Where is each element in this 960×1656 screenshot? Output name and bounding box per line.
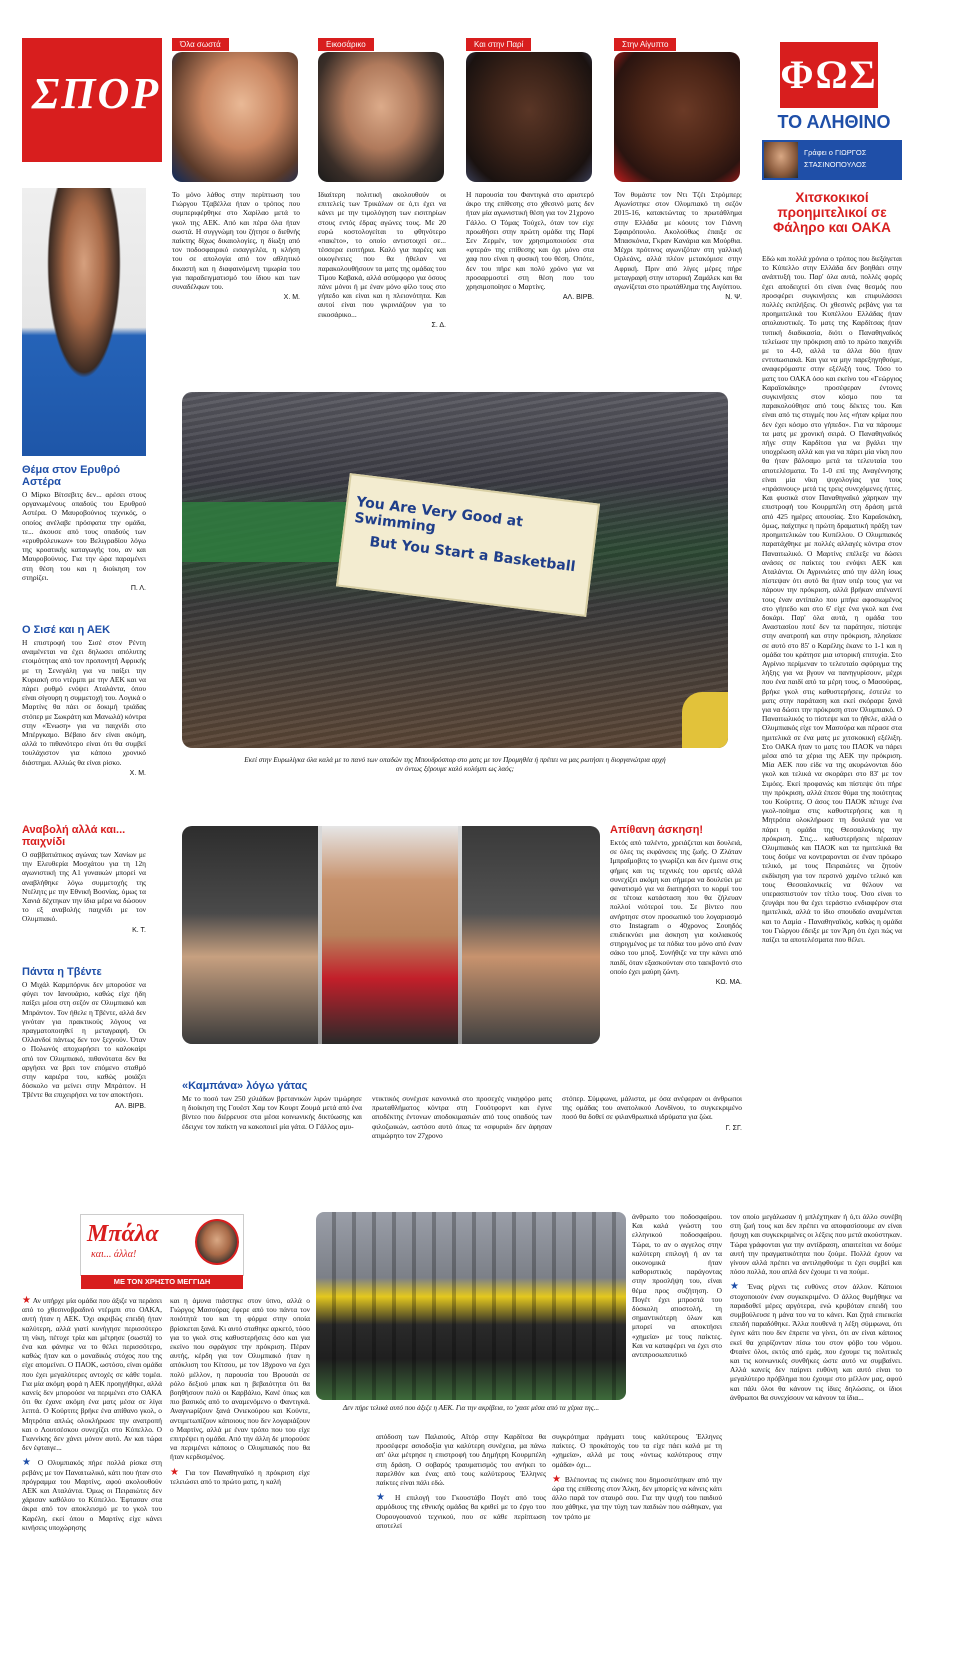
mpala-col-2 [170,1296,310,1486]
gym-story [610,824,742,986]
kampana-story [182,1080,742,1140]
column-text: Η παρουσία του Φαντιγκά στο αριστερό άκρο της επίθεσης στο χθεσινό ματς δεν ήταν μία αγωνιστική θέση για τον 21χρονο Γάλλο. Ο Τόμας Τούχελ, όταν τον είχε προωθήσει στην πρώτη ομάδα της Παρί Σεν Ζερμέν, τον χρησιμοποιούσε στα «φτερά» της επίθεσης και όχι μόνο στα χαφ που είναι η φυσική του θέση. Οπότε, δεν του πήρε και πολύ χρόνο για να προσαρμοστεί στη θέση που του χρησιμοποίησε ο Μαρτίνς. [466,190,594,292]
portrait-photo [614,52,740,182]
mpala-col-1 [22,1296,162,1532]
yellow-fan [682,692,728,748]
top-column-3 [466,190,594,301]
mpala-col1-text: Αν υπήρχε μία ομάδα που άξιζε να περάσει από το χθεσινοβραδινό ντέρμπι στο ΟΑΚΑ, αυτή ήταν η ΑΕΚ. Όχι ακριβώς επειδή ήταν καλύτερη, αλλά γιατί κυνήγησε περισσότερο τη νίκη, πέτυχε τρία και μέτρησε (σωστά) το ένα και φάνηκε να το θέλει περισσότερο, καθώς ήταν και ο μοναδικός στόχος που της είχε απομείνει. Ο ΠΑΟΚ, ωστόσο, είναι ομάδα που έχει μεγαλύτερες αντοχές σε κάθε τομέα. Για μία ακόμη φορά η ΑΕΚ προηγήθηκε, αλλά κανείς δεν μπορούσε να περιμένει στο ΟΑΚΑ ότι θα έχανε ακόμη ένα ματς μέσα σε λίγα λεπτά. Ο Κούρτιτς βρήκε ένα απίθανο γκολ, ο Μητρόπα απλώς ολοκλήρωσε την ανατροπή και ο Λουτσέσκου συνεχίζει στο Κύπελλο. Ο Γιαννίκης δεν χάνει μόνον αυτό. Αν και τώρα δεν έφταιγε... [22,1296,162,1453]
gym-frame-right [462,826,600,1044]
mpala-byline: ΜΕ ΤΟΝ ΧΡΗΣΤΟ ΜΕΓΓΙΔΗ [81,1275,243,1289]
fos-body: Εδώ και πολλά χρόνια ο τρόπος που διεξάγεται το Κύπελλο στην Ελλάδα δεν βοηθάει στην ανάπτυξή του. Παρ' όλα αυτά, πολλές φορές έχει αποδειχτεί ότι είναι ένας θεσμός που προσφέρει συγκινήσεις και επιφυλάσσει πολλές εκπλήξεις. Οι χθεσινές ρεβάνς για τα προημιτελικά του Κυπέλλου Ελλάδας ήταν απολαυστικές. Το ματς της Καρδίτσας ήταν τυπική διαδικασία, διότι ο Παναθηναϊκός τελείωσε την πρόκριση από το πρώτο παιχνίδι με το 4-0, αλλά τα άλλα δύο ήταν εντυπωσιακά. Και για να μην παρεξηγηθούμε, αναφερόμαστε στην εξέλιξή τους. Τόσο το ματς του ΟΑΚΑ όσο και εκείνο του «Γεώργιος Καραϊσκάκης» προσέφεραν έντονες συγκινήσεις στον κόσμο που τα παρακολούθησε από τους δέκτες του. Και είναι από τις στιγμές που λες «ήταν κρίμα που δεν έχει κόσμο στο γήπεδο». Για να πάρουμε τα ματς με χρονική σειρά. Ο Παναθηναϊκός πήγε στην Καρδίτσα για να βγάλει την υποχρέωση αλλά και για να πάρει μία νίκη που θα ήταν βάλσαμο μετά τα τελευταία του αποτελέσματα. Το 1-0 επί της Αναγέννησης είναι μία νίκη ψυχολογίας για τους «πράσινους» μετά τις τρεις συνεχόμενες ήττες. Και φυσικά στον Παναθηναϊκό χάρηκαν την επιστροφή του Κουρμπέλη στη δράση μετά από 425 ημέρες απουσίας. Στο Καραϊσκάκη, όμως, παίχτηκε η πρώτη δραματική πράξη των προημιτελικών του Κυπέλλου. Ο Ολυμπιακός παρατάχθηκε με πολλές αλλαγές κόντρα στον Παναιτωλικό. Ο Μαρτίνς επέλεξε να δώσει ανάσες σε παίκτες του ενόψει ΑΕΚ και Αταλάντα. Οι Αγρινιώτες από την άλλη ίσως πίστεψαν ότι αυτό θα ήταν υπέρ τους για να πάρουν την πρόκριση, αλλά βρήκαν απέναντί τους έναν αντίπαλο που μπήκε αφοσιωμένος στο γήπεδο και στο 6' είχε ένα γκολ και ένα δοκάρι. Παρ' όλα αυτά, η ομάδα του Αναστασίου ποτέ δεν τα παράτησε, πίστεψε στην ανατροπή και στην πρόκριση, πλησίασε σε αυτό στο 85' ο Καρέλης έκανε το 1-1 και η ομάδα του κράτησε μια ιστορική επιτυχία. Στο Αγρίνιο περίμεναν το τελευταίο σφύριγμα της λήξης για να βγουν να πανηγυρίσουν, μέχρι που ένα παιδί από τα μέρη τους, ο Μασούρας, βρήκε γκολ στις καθυστερήσεις, έστειλε το ματς στην παράταση και εκεί σκόραρε ξανά για να δώσει την πρόκριση στον Ολυμπιακό. Ο Παναιτωλικός το πίστεψε και το ήθελε, αλλά ο Ολυμπιακός είχε τον Μασούρα και πέρασε στα ημιτελικά σε ένα ματς με χιτσκοκική εξέλιξη. Στο ΟΑΚΑ ήταν το ματς του ΠΑΟΚ να πάρει μέσα από τα χέρια της ΑΕΚ την πρόκριση. Μία ΑΕΚ που είδε να της ακυρώνονται δύο γκολ και τελικά να σκοράρει στο 83' με τον Σιμόες. Εκεί προφανώς και πίστεψε ότι πήρε την πρόκριση, αλλά έπεσε θύμα της ποιότητας του Κούρτιτς. Ο άσος του ΠΑΟΚ πέτυχε ένα γκολ-ποίημα στις καθυστερήσεις και η Μητρόπα ολοκλήρωσε τη δουλειά για να πάρει η ομάδα της Θεσσαλονίκης την πρόκριση. Στις... καθυστερήσεις πέρασαν Ολυμπιακός και ΠΑΟΚ και τα ημιτελικά θα τους δούμε να κοντραρονται σε έναν πρόωρο τελικό, με τους Πειραιώτες να ζητούν εκδίκηση για τον περσινό χαμένο τελικό και τους Θεσσαλονικείς να θέλουν να υπερασπιστούν τον τίτλο τους. Όσο είναι το ζευγάρι που θα έχει τεράστιο ενδιαφέρον στα ημιτελικά, αλλά το ίδιο σπουδαίο αναμένεται και το Λαμία - Παναθηναϊκός, καθώς η ομάδα του Γιώργου έδειξε με τον Άρη ότι έχει πώς να παίζει τα αποτελέσματα που θέλει. [762,254,902,945]
column-signature: Σ. Δ. [431,321,446,329]
strip-label: Εικοσάρικο [318,38,374,51]
story-text: Ο Μίρκο Βίτσεβιτς δεν... αρέσει στους οργανωμένους οπαδούς του Ερυθρού Αστέρα. Ο Μαυροβούνιος τεχνικός, ο οποίος ανέλαβε πρόσφατα την ομάδα, τε... άκουσε από τους οπαδούς των «ερυθρόλευκων» του Βελιγραδίου λόγω της κροατικής καταγωγής του, αν και Μαυροβούνιος. Για την ώρα παραμένει στη θέση του και η διοίκηση τον στηρίζει. [22,490,146,582]
byline-name: ΣΤΑΣΙΝΟΠΟΥΛΟΣ [804,160,867,169]
story-col-3: στόπερ. Σύμφωνα, μάλιστα, με όσα ανέφεραν οι άνθρωποι της ομάδας του ανατολικού Λονδίνου, το συγκεκριμένο ποσό θα δοθεί σε φιλανθρωπικά ιδρύματα για ζώα. [562,1094,742,1122]
banner-line-1: You Are Very Good at Swimming [353,494,524,536]
column-text: Ιδιαίτερη πολιτική ακολουθούν οι επιτελείς των Τρικάλων σε ό,τι έχει να κάνει με την τιμολόγηση των εισιτηρίων στους εντός έδρας αγώνες τους. Με 20 ευρώ κοστολογείται το φθηνότερο «πακέτο», το οποίο αντιστοιχεί σε... τέσσερα εισιτήρια. Καλό για παρέες και οικογένειες που θα ήθελαν να παρακολουθήσουν τα ματς της ομάδας του Τίμου Καβακά, αλλά ασύμφορο για όσους πάνε μόνοι ή με έναν μόνο φίλο τους στο γήπεδο και είναι και η πλειονότητα. Και αυτοί είναι που γκρινιάζουν για το εικοσάρικο... [318,190,446,319]
strip-item-4 [614,38,742,184]
star-bullet-icon: ★ [376,1492,390,1504]
story-col-2: ντικτικός συνέχισε κανονικά στο προσεχές νικηφόρο ματς πρωταθλήματος κόντρα στη Γουότφορντ και έγινε αποδέκτης έντονων αποδοκιμασιών από τους οπαδούς των φιλοζωικών, ωστόσο αυτό όπως τα «σφυριά» δεν άφησαν ατιμώρητο τον 27χρονο [372,1094,552,1140]
strip-label: Όλα σωστά [172,38,229,51]
mpala-logo [80,1214,244,1286]
column-signature: ΑΛ. ΒΙΡΒ. [562,294,594,302]
section-logo-spor [22,38,162,162]
star-bullet-icon: ★ [170,1466,182,1478]
strip-label: Και στην Παρί [466,38,531,51]
team-photo [316,1212,626,1400]
story-title: Ο Σισέ και η ΑΕΚ [22,624,111,636]
column-signature: Ν. Ψ. [725,294,742,302]
coach-photo [22,188,146,456]
fos-title: Χιτσκοκικοί προημιτελικοί σε Φάληρο και ΟΑΚΑ [773,190,891,235]
story-title: Αναβολή αλλά και... παιχνίδι [22,824,126,848]
mpala-col-5 [730,1212,902,1652]
story-title: Πάντα η Τβέντε [22,966,102,978]
story-signature: ΚΩ. ΜΑ. [715,979,742,987]
column-signature: Χ. Μ. [283,294,300,302]
mpala-col-4 [632,1212,722,1359]
columnist-avatar [195,1219,239,1265]
portrait-photo [318,52,444,182]
mid-left-story-2 [22,966,146,1110]
fos-subtitle: ΤΟ ΑΛΗΘΙΝΟ [777,112,891,132]
left-story-1 [22,464,146,592]
portrait-photo [172,52,298,182]
top-column-2 [318,190,446,329]
strip-label: Στην Αίγυπτο [614,38,676,51]
star-bullet-icon: ★ [552,1473,563,1485]
story-text: Η επιστροφή του Σισέ στον Ρέντη αναμένεται να έχει δηλωσει απόλυτης ετοιμότητας από τον προπονητή Αφρικής με τη Σενεγάλη για να παίξει την Κυριακή στο ντέρμπι με την ΑΕΚ και να πάρει ρυθμό ενόψει Αταλάντα, όπου είναι σίγουρη η συμμετοχή του. Λογικά ο Μαρτίνς θα πάει σε δοκιμή τριάδας στόπερ με Σωκράτη και Μανωλά) κόντρα στην «Ένωση» για να παιχνίδι στο Μπέργκαμο. Βέβαιο δεν είναι ακόμη, αλλά το πιθανότερο είναι ότι θα συμβεί τουλάχιστον για κάποιο χρονικό διάστημα. Αλλιώς θα είναι ρίσκο. [22,638,146,767]
mpala-col4b-text: συγκρότημα πράγματι τους καλύτερους Έλληνες παίκτες. Ο προκάτοχός του τα είχε πάει καλά με τη «χημεία», αλλά με τους «όντως καλύτερους στην ομάδα» όχι... [552,1432,722,1469]
crowd-photo [182,392,728,748]
gym-photo [182,826,600,1044]
story-signature: Κ. Τ. [132,926,146,934]
section-title: ΣΠΟΡ [32,69,161,118]
story-title: Απίθανη άσκηση! [610,824,704,836]
strip-item-3 [466,38,594,184]
team-caption: Δεν πήρε τελικά αυτό που άξιζε η ΑΕΚ. Για την ακρίβεια, το 'χασε μέσα από τα χέρια της... [342,1404,600,1412]
mpala-tail: και... άλλα! [91,1249,137,1260]
story-title: «Καμπάνα» λόγω γάτας [182,1080,308,1092]
story-col-1: Με το ποσό των 250 χιλιάδων βρετανικών λιρών τιμώρησε η διοίκηση της Γουέστ Χαμ τον Κουρτ Ζουμά μετά από ένα βίντεο που διέρρευσε στα μέσα κοινωνικής δικτύωσης και έδειχνε τον παίκτη να κακοποιεί μία γάτα. Ο Γάλλος αμυ- [182,1094,362,1131]
banner-line-2: But You Start a Basketball [368,534,577,576]
story-title: Θέμα στον Ερυθρό Αστέρα [22,464,121,488]
fos-logo-text: ΦΩΣ [780,52,878,97]
star-bullet-icon: ★ [730,1281,743,1293]
top-column-4 [614,190,742,301]
mpala-col3b-text: Η επιλογή του Γκουστάβο Πογέτ από τους αρμόδιους της εθνικής ομάδας θα κριθεί με το έργο του Ουρουγουανού τεχνικού, που σε κάθε περίπτωση αποτελεί [376,1493,547,1530]
mpala-col3-text: απόδοση των Παλαιούς, Αΐτόρ στην Καρδίτσα θα προσέφερε ασιοδοξία για καλύτερη συνέχεια, μα πάνω απ' όλα μέτρησε η επιστροφή του Δημήτρη Κουρμπέλη στη δράση. Ο σοβαρός τραυματισμός του ανήκει το παρελθόν και ένας από τους καλύτερους Έλληνες παίκτες είναι πάλι εδώ. [376,1432,546,1488]
crowd-caption: Εκεί στην Ευρωλίγκα όλα καλά με το πανό των οπαδών της Μπουδρόσπορ στο ματς με τον Προμηθέα ή πρέπει να μας ρωτήσει η διοργανώτρια αρχή αν όντως ξέρουμε καλό κολύμπι ως λαός; [244,756,666,773]
star-bullet-icon: ★ [22,1295,32,1306]
byline-prefix: Γράφει ο ΓΙΩΡΓΟΣ [804,148,867,157]
gym-frame-left [182,826,318,1044]
mpala-col1b-text: Ο Ολυμπιακός πήρε πολλά ρίσκα στη ρεβάνς με τον Παναιτωλικό, κάτι που ήταν στο πρόγραμμα του Μαρτίνς, αφού ακολουθούν ΑΕΚ και Αταλάντα. Όμως οι Πειραιώτες δεν χάρισαν καθόλου το Κύπελλο. Έφτασαν στα άκρα από τον αποκλεισμό με το γκολ του Καρέλη, εκεί όπου ο Μαρτίνς είχε κάνει κινήσεις υποχώρησης [22,1458,163,1532]
fos-byline [762,140,902,180]
mpala-col4c-text: Βλέποντας τις εικόνες που δημοσιεύτηκαν από την ώρα της επίθεσης στον Άλκη, δεν μπορείς να κάνεις κάτι άλλο παρά τον σταυρό σου. Για την ψυχή του παιδιού που χάθηκε, για την τύχη των παιδιών που σώθηκαν, για τον τρόπο με [552,1474,722,1521]
star-bullet-icon: ★ [22,1457,34,1469]
column-text: Το μόνο λάθος στην περίπτωση του Γιώργου Τζαβέλλα ήταν ο τρόπος που συμπεριφέρθηκε στο Χαρίλαο μετά το γκολ της ΑΕΚ. Από και πέρα όλα ήταν σωστά. Η συγγνώμη του ζήτησε ο διεθνής παίκτης δίχως δικαιολογίες, η δίωξη από τον ποδοσφαιρικό εισαγγελέα, η κλήση του σε απολογία από τον αθλητικό δικαστή και η διαφαινόμενη τιμωρία του για παραδειγματισμό του ίδιου και των συναδέλφων του. [172,190,300,292]
portrait-photo [466,52,592,182]
mpala-col4-text: άνθρωπο του ποδοσφαίρου. Και καλά γνώστη του ελληνικού ποδοσφαίρου. Τώρα, το αν ο αγγελος στην καλύτερη επιλογή ή αν τα οικονομικά ήταν καθοριστικός παράγοντας στην προσλήψη του, είναι θέμα προς συζήτηση. Ο Πογέτ έχει μπροστά του δύσκολη αποστολή, τη σημαντικότερη όλων και μπορεί να αποκτήσει «χημεία» με τους παίκτες. Και να καταφέρει να έχει στο αντιπροσωπευτικό [632,1212,722,1360]
mpala-col5-text: τον οποίο μεγάλωσαν ή μπλέχτηκαν ή ό,τι άλλο συνέβη στη ζωή τους και δεν πρέπει να αποφασίσουμε αν είναι ήσυχη και συγκεκριμένες οι λέξεις που μετά ακούστηκαν. Τώρα γράφονται για την αντίδραση, απαιτείται να δούμε αυτή την πραγματικότητα που ζούμε. Πολλά έχουν να γίνουν αλλά πρέπει να αντιληφθούμε τι έχει συμβεί και πόσο πολλά, που απλά δεν έχουμε τι να πούμε. [730,1212,902,1277]
mid-left-story-1 [22,824,146,934]
story-signature: Π. Λ. [130,585,146,593]
story-text: Ο Μιχάλ Καρμπόρνικ δεν μπορούσε να φύγει τον Ιανουάριο, καθώς είχε ήδη παίξει μέσα στη σεζόν σε Ολυμπιακό και Μπράντον. Τον ήθελε η Τβέντε, αλλά δεν γινόταν για πρακτικούς λόγους να πραγματοποιηθεί η μεταγραφή. Οι Ολλανδοί πάντως δεν τον ξεχνούν. Όταν ο Πολωνός αποχωρήσει το καλοκαίρι από τον Ολυμπιακό, πιθανότατα δεν θα αργήσει να βρει τον επόμενο σταθμό στην καριέρα του, καθώς μοιάζει δύσκολο να μείνει στην Μπράιτον. Η Τβέντε θα επιχειρήσει να τον αποκτήσει. [22,980,146,1100]
mpala-col2-text: και η άμυνα πιάστηκε στον ύπνο, αλλά ο Γιώργος Μασούρας έφερε από του πάντα τον ποιότητά του και τη φόρμα στην οποία βρίσκεται ξανά. Κι αυτό σταθηκε αρκετό, τόσο για το γκολ στις καθυστερήσεις όσο και για εκείνο που σφράγισε την πρόκριση. Πέραν αυτής, κέρδη για τον Ολυμπιακό ήταν η απόκλιση του Κίτσου, με τον 18χρονο να έχει πολύ μέλλον, η παρουσία του Βρουσάι σε ρόλο δεξιού μπακ και η βεβαιότητα ότι θα βοηθήσουν πολύ οι Καρβάλιο, Κανέ όπως και πιο βασικός από το αναμενόμενο ο Φαντιγκά. Αναγνωρίζουν ξανά Ονιεκούρου και Κούντε, αντιμετωπίζουν κάποιους που δεν λογαριάζουν ο Μαρτίνς, αλλά με έναν τρόπο που του είχε επιτρέψει η ομάδα. Από την άλλη δε μπορούσε να περιμένει κάποιος ο Ολυμπιακός που θα ήταν κερδισμένος. [170,1296,310,1462]
story-signature: Γ. ΣΓ. [725,1124,742,1132]
strip-item-1 [172,38,300,184]
mpala-col5b-text: Ένας ρίχνει τις ευθύνες στον άλλον. Κάποιοι στοχοποιούν έναν συγκεκριμένο. Ο άλλος θυμήθηκε να παραδοθεί μέρες αργότερα, ενώ κρυβόταν επειδή του συμβούλευσε η μάνα του να το κάνει. Και ζητά επιεικεία επειδή παραδόθηκε. Άλλα πουθενά η λέξη σύμφωνα, ότι έγινε κάτι που δεν έπρεπε να γίνει, ότι αν είναι κάποιος εκεί θα χειρίζονταν πίσω του στον φόβο του νόμου. Φταίνε όλοι, εκτός από εμάς, που έχουμε τις πολιτικές και τις κοινωνικές συνθήκες ώστε αυτό να συμβαίνει. Αλλά κανείς δεν παίρνει ευθύνη και αυτό είναι το μεγαλύτερο πρόβλημα που έχουμε στο μέλλον μας, αφού και πάλι όλοι θα κάνουν τις ίδιες δηλώσεις, οι ίδιοι άνθρωποι θα συνεχίσουν να κάνουν τα ίδια... [730,1282,902,1402]
gym-frame-center [322,826,458,1044]
mpala-col-4b [552,1432,722,1521]
story-signature: ΑΛ. ΒΙΡΒ. [114,1102,146,1110]
mpala-col2b-text: Για τον Παναθηναϊκό η πρόκριση είχε τελειώσει από το πρώτο ματς, η καλή [170,1467,310,1486]
story-signature: Χ. Μ. [129,769,146,777]
top-column-1 [172,190,300,301]
strip-item-2 [318,38,446,184]
fos-logo [780,42,878,108]
column-text: Τον θυμάστε τον Ντι Τζέι Στρόμπερ; Αγωνίστηκε στον Ολυμπιακό τη σεζόν 2015-16, κατακτώντας το πρωτάθλημα στην Ελλάδα με κόουτς τον Γιάννη Σφαιρόπουλο. Ακολούθως έπαιξε σε Μπασκόνια, Γκραν Κανάρια και Μούρθια. Μέχρι πρότινος αγωνιζόταν στη γαλλική Ορλεάνς, αλλά πλέον μετακόμισε στην Αφρική. Πριν από λίγες μέρες πήρε μεταγραφή στην ιστορική Ζαμάλεκ και θα αγωνίζεται στο πρωτάθλημα της Αιγύπτου. [614,190,742,292]
left-story-2 [22,624,146,777]
author-avatar [764,142,798,178]
crowd-banner [336,473,600,617]
story-text: Εκτός από ταλέντο, χρειάζεται και δουλειά, σε όλες τις εκφάνσεις της ζωής. Ο Ζλάταν Ιμπραΐμοβιτς το γνωρίζει και δεν έμεινε στις φήμες και τις τεχνικές του αρετές αλλά συνεχίζει ακόμη και σήμερα να δουλεύει με φανατισμό για να διατηρήσει το κορμί του σε τέτοια κατάσταση που θα ζήλευαν πολλοί νεότεροί του. Σε βίντεο που ανήρτησε στον προσωπικό του λογαριασμό στο Instagram ο 40χρονος Σουηδός επιδεικνύει μια άσκηση για κοιλιακούς στηριγμένος με τα πόδια του μόνο από έναν σάκο του μποξ. Συνήθιζε να την κάνει από παιδί, όταν εξασκούνταν στο ταεκβοντό στο οποίο έχει μαύρη ζώνη. [610,838,742,976]
mpala-word: Μπάλα [87,1221,159,1247]
story-text: Ο σαββατιάτικος αγώνας των Χανίων με την Ελευθερία Μοσχάτου για τη 12η αγωνιστική της Α1 γυναικών μπορεί να αναβλήθηκε λόγω συμμετοχής της Ντέλητς με την Εθνική Βοσνίας, όμως τα Χανιά δέχτηκαν την ίδια μέρα να δώσουν το εξ αναβολής παιχνίδι με τον Ολυμπιακό. [22,850,146,924]
mpala-col-3 [376,1432,546,1530]
